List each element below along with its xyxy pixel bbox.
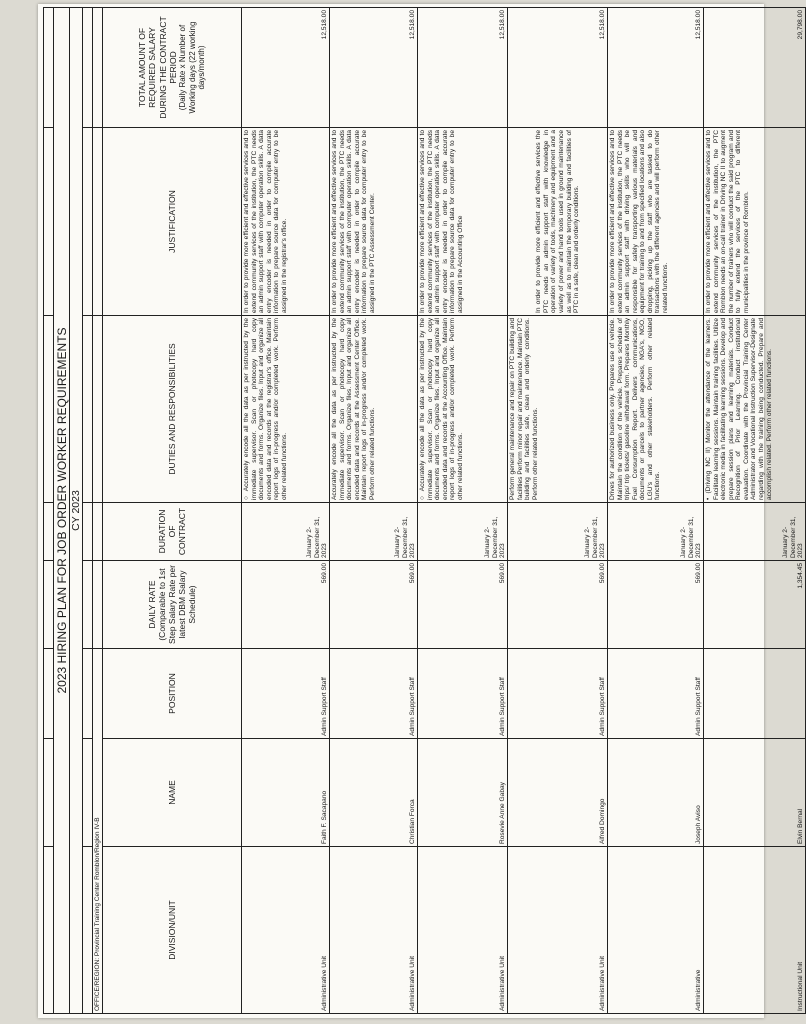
division-cell: Administrative Unit (418, 847, 508, 1014)
gutter-cell (83, 316, 93, 503)
header-position: POSITION (103, 649, 242, 739)
gutter-cell (83, 649, 93, 739)
daily-rate-cell: 569.00 (242, 561, 330, 649)
table-row (704, 8, 806, 1014)
gutter-cell (44, 649, 54, 739)
spacer-row (83, 8, 93, 1014)
duration-cell: January 2-December 31, 2023 (704, 503, 806, 561)
justification-cell: In order to provide more efficient and effective services and to extend community services of the institution, the PTC needs an admin support staff with driving skills who will be responsible for safely transporting various materials and equipment for training to and from specified locations and also dropping, picking up the staff who are tasked to do transactions with the different agencies and will perform other related functions. (608, 128, 704, 316)
name-cell: Christian Forca (330, 739, 418, 847)
document-page (38, 4, 805, 1018)
header-division: DIVISION/UNIT (103, 847, 242, 1014)
column-header-row (103, 8, 242, 1014)
document-subtitle: CY 2023 (70, 8, 83, 1014)
gutter-cell (83, 561, 93, 649)
table-row (508, 8, 608, 1014)
position-cell: Admin Support Staff (418, 649, 508, 739)
table-row (330, 8, 418, 1014)
position-cell: Admin Support Staff (242, 649, 330, 739)
duties-cell: Accurately encode all the data as per instructed by the immediate supervisor. Scan or photocopy hard copy documents and forms. Organize files. Input and organize all encoded data and records at the Assessment Center Office. Maintain report logs of in-progress and/or completed work. Perform other related functions. (330, 316, 418, 503)
name-cell: Faith F. Sacapano (242, 739, 330, 847)
duration-cell: January 2-December 31, 2023 (608, 503, 704, 561)
header-total-note: (Daily Rate x Number of Working days (22 working days/month) (177, 21, 207, 114)
top-gutter-row (44, 8, 54, 1014)
daily-rate-cell: 1,354.45 (704, 561, 806, 649)
division-cell: Administrative (608, 847, 704, 1014)
total-cell: 12,518.00 (418, 8, 508, 128)
duties-cell: ○ Accurately encode all the data as per instructed by the immediate supervisor. Scan or photocopy hard copy documents and forms. Organize files. Input and organize all encoded data and records at the Accounting Office. Maintain report logs of in-progress and/or completed work. Perform other related functions. (418, 316, 508, 503)
gutter-cell (44, 316, 54, 503)
office-blank-cell (93, 8, 103, 128)
duties-cell: • (Driving NC II) Monitor the attendance of the learners. Facilitate learning sessions. Maintain training facilities. Utilize electronic media in facilitating learning sessions. Develop and prepare session plans and learning materials. Conduct Recognition of Prior Learning. Conduct institutional evaluation. Coordinate with the Provincial Training Center Administrator and Vocational Instruction Supervisor-Designate regarding with the training being conducted. Prepare and accomplish related. Perform other related functions. (704, 316, 806, 503)
gutter-cell (83, 8, 93, 128)
header-daily-rate: DAILY RATE (Comparable to 1st Step Salary Rate per latest DBM Salary Schedule) (103, 561, 242, 649)
title-row (54, 8, 70, 1014)
total-cell: 29,798.00 (704, 8, 806, 128)
header-justification: JUSTIFICATION (103, 128, 242, 316)
gutter-cell (83, 847, 93, 1014)
office-blank-cell (93, 128, 103, 316)
position-cell: Admin Support Staff (508, 649, 608, 739)
duration-cell: January 2-December 31, 2023 (242, 503, 330, 561)
total-cell: 12,518.00 (330, 8, 418, 128)
header-duration: DURATION OF CONTRACT (103, 503, 242, 561)
position-cell: Admin Support Staff (330, 649, 418, 739)
name-cell: Rosevie Anne Gabay (418, 739, 508, 847)
gutter-cell (44, 739, 54, 847)
office-blank-cell (93, 561, 103, 649)
gutter-cell (44, 847, 54, 1014)
division-cell: Administrative Unit (242, 847, 330, 1014)
total-cell: 12,518.00 (242, 8, 330, 128)
justification-cell: In order to provide more efficient and effective services and to extend community services of the institution, the PTC Romblon needs an on-call trainer in Driving NC II to augment the number of trainers who will conduct the said program and to fully extend the services of the PTC to different municipalities in the province of Romblon. (704, 128, 806, 316)
table-row (608, 8, 704, 1014)
document-title: 2023 HIRING PLAN FOR JOB ORDER WORKER REQUIREMENTS (54, 8, 70, 1014)
position-cell (704, 649, 806, 739)
justification-cell: In order to provide more efficient and effective services and to extend community services of the institution, the PTC needs an admin support staff with computer operation skills. A data entry encoder is needed in order to compile accurate information to prepare source data for computer entry to be assigned in the registrar's office. (242, 128, 330, 316)
duration-cell: January 2-December 31, 2023 (418, 503, 508, 561)
header-total-label: TOTAL AMOUNT OF REQUIRED SALARY DURING THE CONTRACT PERIOD (137, 16, 178, 119)
rotated-table-sheet (43, 8, 805, 1014)
daily-rate-cell: 569.00 (508, 561, 608, 649)
gutter-cell (83, 739, 93, 847)
total-cell: 12,518.00 (608, 8, 704, 128)
subtitle-row (70, 8, 83, 1014)
duties-cell: Drives for authorized business only. Prepares use of vehicle. Maintain the condition of the vehicle. Prepares schedule of trips/ trip tickets/ gasoline withdrawal form. Prepares Monthly Fuel Consumption Report. Delivers communications, documents or parcels to partner agencies, NGA's, NGO, LGU's and other stakeholders. Perform other related functions. (608, 316, 704, 503)
office-region-line: OFFICE/REGION: Provincial Training Center Romblon/Region IV-B (93, 649, 103, 1014)
gutter-cell (83, 128, 93, 316)
daily-rate-cell: 569.00 (418, 561, 508, 649)
name-cell: Joseph Aviso (608, 739, 704, 847)
division-cell: Administrative Unit (330, 847, 418, 1014)
gutter-cell (44, 561, 54, 649)
office-row (93, 8, 103, 1014)
justification-cell: In order to provide more efficient and effective services and to extend community services of the institution, the PTC needs an admin support staff with computer operation skills. A data entry encoder is needed in order to compile accurate information to prepare source data for computer entry to be assigned in the PTC Assessment Center. (330, 128, 418, 316)
position-cell: Admin Support Staff (608, 649, 704, 739)
daily-rate-cell: 569.00 (330, 561, 418, 649)
office-blank-cell (93, 316, 103, 503)
division-cell: Instructional Unit (704, 847, 806, 1014)
name-cell: Alfred Domingo (508, 739, 608, 847)
division-cell: Administrative Unit (508, 847, 608, 1014)
office-blank-cell (93, 503, 103, 561)
table-row (418, 8, 508, 1014)
gutter-cell (44, 503, 54, 561)
justification-cell: In order to provide more efficient and effective services and to extend community services of the institution, the PTC needs an admin support staff with computer operation skills. A data entry encoder is needed in order to compile accurate information to prepare source data for computer entry to be assigned in the Accounting Office (418, 128, 508, 316)
header-name: NAME (103, 739, 242, 847)
justification-cell: In order to provide more efficient and effective services the PTC needs an admin support staff with knowledge in operation of variety of tools, machinery and equipment and a variety of power and hand tools used in ground maintenance as well as to maintain the temporary building and facilities of PTC in a safe, clean and orderly conditions. (508, 128, 608, 316)
daily-rate-cell: 569.00 (608, 561, 704, 649)
duration-cell: January 2-December 31, 2023 (330, 503, 418, 561)
gutter-cell (83, 503, 93, 561)
hiring-plan-table (43, 7, 806, 1014)
total-cell: 12,518.00 (508, 8, 608, 128)
duties-cell: ○ Accurately encode all the data as per instructed by the immediate supervisor. Scan or photocopy hard copy documents and forms. Organize files. Input and organize all encoded data and records at the registrar's office. Maintain report logs of in-progress and/or completed work. Perform other related functions. (242, 316, 330, 503)
name-cell: Elvin Bernal (704, 739, 806, 847)
duties-cell: Perform general maintenance and repair on PTC building and facilities Perform minor repair and maintenance. Maintain PTC building and facilities safe, clean and orderly conditions. Perform other related functions. (508, 316, 608, 503)
gutter-cell (44, 128, 54, 316)
table-row (242, 8, 330, 1014)
gutter-cell (44, 8, 54, 128)
header-duties: DUTIES AND RESPONSIBILITIES (103, 316, 242, 503)
duration-cell: January 2-December 31, 2023 (508, 503, 608, 561)
header-total (103, 8, 242, 128)
